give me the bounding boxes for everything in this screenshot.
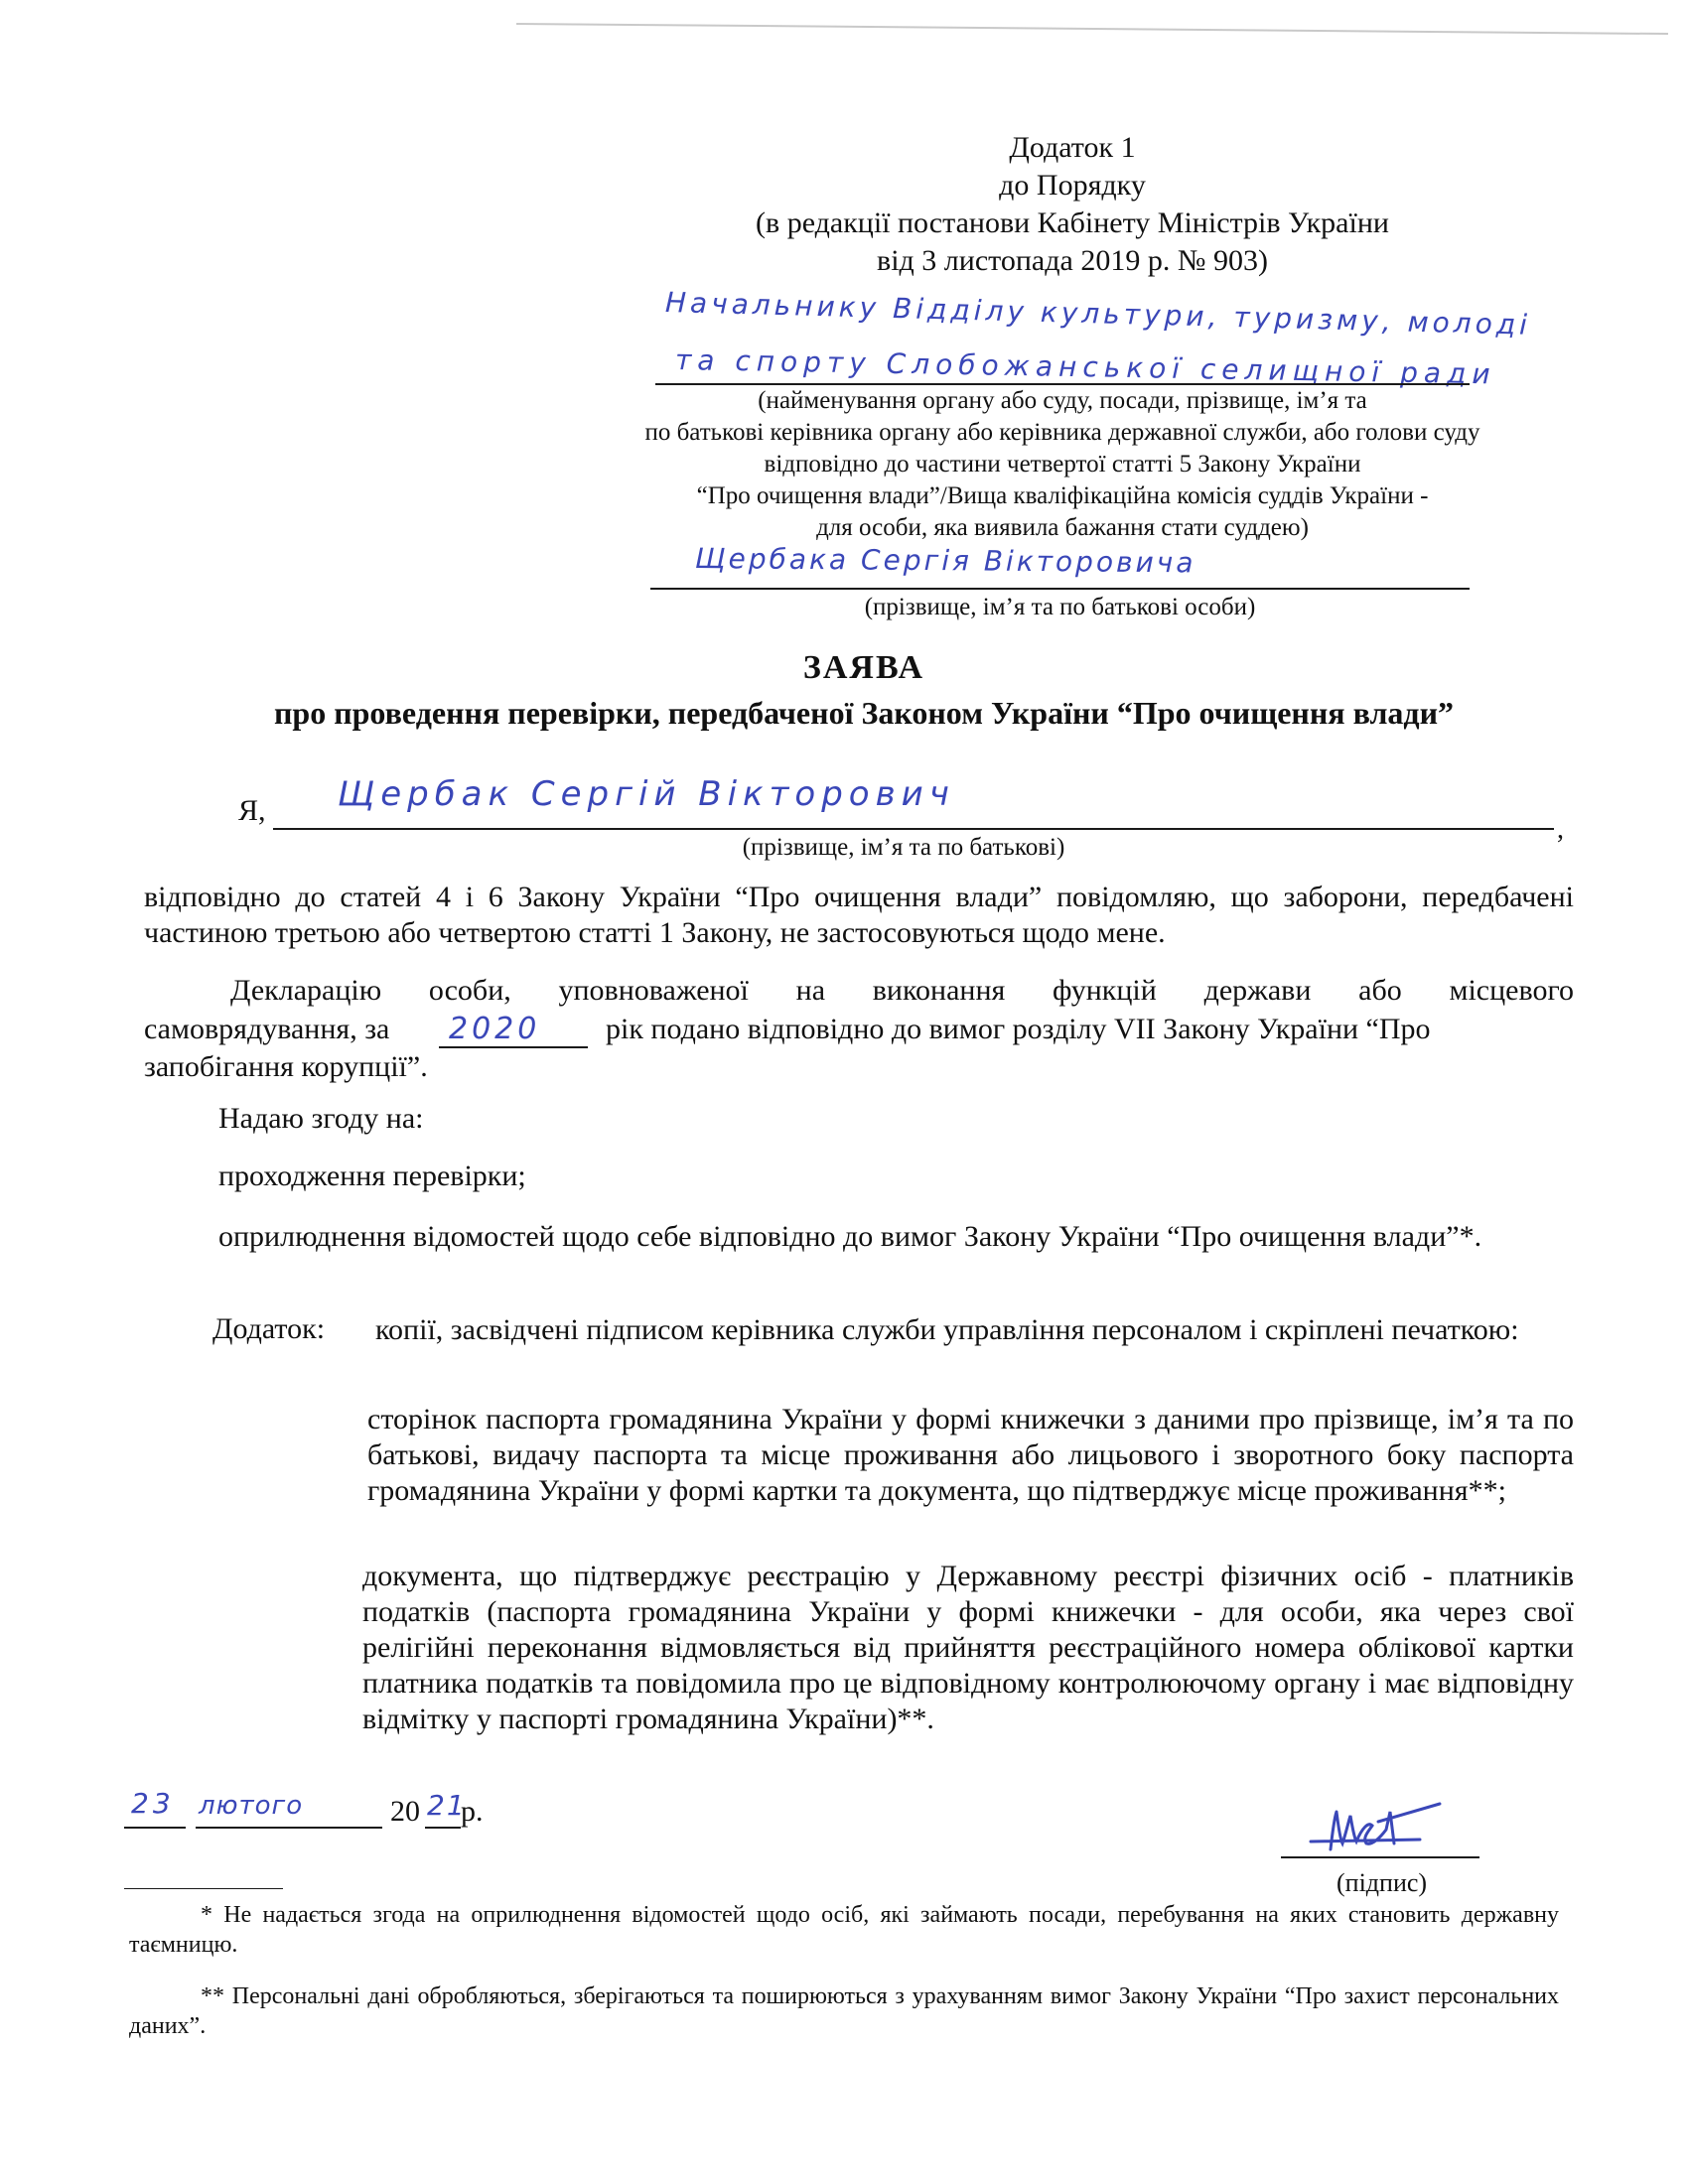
addressee-caption-line-2: по батькові керівника органу або керівника державної служби, або голови суду (644, 419, 1480, 446)
document-title: ЗАЯВА (802, 649, 925, 686)
addressee-handwritten-line-1: Начальнику Відділу культури, туризму, молоді (664, 286, 1532, 341)
consent-intro: Надаю згоду на: (218, 1102, 424, 1135)
attachment-intro: копії, засвідчені підписом керівника служби управління персоналом і скріплені печаткою: (375, 1313, 1519, 1346)
attachment-item-tax-registration: документа, що підтверджує реєстрацію у Державному реєстрі фізичних осіб - платників податків (паспорта громадянина України у формі книжечки - для особи, яка через свої релігійні переконання відмовляється від прийняття реєстраційного номера облікової картки платника податків та повідомила про це відповідному контролюючому органу і має відповідну відмітку у паспорті громадянина України)**. (362, 1560, 1574, 1735)
attachment-label: Додаток: (212, 1312, 326, 1345)
addressee-caption (586, 385, 1539, 544)
appendix-line-2: до Порядку (999, 169, 1146, 202)
date-year-underline (425, 1827, 461, 1829)
sender-name-handwritten: Щербака Сергія Вікторовича (694, 542, 1196, 580)
signature-underline (1281, 1856, 1479, 1858)
scan-artifact-line (516, 23, 1668, 35)
footnote-2: ** Персональні дані обробляються, зберігаються та поширюються з урахуванням вимог Закону України “Про захист персональних даних”. (129, 1983, 1559, 2039)
addressee-caption-line-4: “Про очищення влади”/Вища кваліфікаційна комісія суддів України - (696, 482, 1429, 509)
paragraph-bans: відповідно до статей 4 і 6 Закону України “Про очищення влади” повідомляю, що заборони, передбачені частиною третьою або четвертою статті 1 Закону, не застосовуються щодо мене. (144, 881, 1574, 949)
date-day-handwritten: 23 (131, 1787, 175, 1820)
signature-caption: (підпис) (1336, 1868, 1428, 1897)
signature-handwritten (1291, 1792, 1489, 1871)
consent-item-publication: оприлюднення відомостей щодо себе відповідно до вимог Закону України “Про очищення влади”*. (218, 1220, 1482, 1253)
statement-comma: , (1557, 814, 1564, 845)
date-suffix: р. (461, 1795, 484, 1828)
date-day-underline (124, 1827, 186, 1829)
statement-prefix: Я, (238, 794, 266, 827)
paragraph-declaration-line-2-start: самоврядування, за (144, 1013, 390, 1045)
appendix-line-4: від 3 листопада 2019 р. № 903) (877, 244, 1268, 277)
date-year-handwritten: 21 (427, 1789, 467, 1822)
appendix-header (675, 129, 1470, 280)
addressee-handwritten-line-2: та спорту Слобожанської селищної ради (674, 343, 1496, 391)
sender-caption: (прізвище, ім’я та по батькові особи) (864, 594, 1256, 620)
date-year-prefix: 20 (390, 1795, 420, 1828)
footnote-separator (124, 1888, 283, 1889)
paragraph-declaration-line-3: запобігання корупції”. (144, 1050, 428, 1083)
statement-name-handwritten: Щербак Сергій Вікторович (338, 774, 955, 814)
statement-caption: (прізвище, ім’я та по батькові) (742, 834, 1065, 861)
appendix-line-3: (в редакції постанови Кабінету Міністрів України (756, 206, 1389, 239)
appendix-line-1: Додаток 1 (1009, 131, 1136, 164)
declaration-year-handwritten: 2020 (449, 1012, 541, 1046)
consent-item-verification: проходження перевірки; (218, 1160, 526, 1192)
declaration-year-underline (439, 1046, 588, 1048)
sender-underline (650, 588, 1470, 590)
addressee-caption-line-5: для особи, яка виявила бажання стати суддею) (816, 514, 1309, 541)
date-month-underline (196, 1827, 382, 1829)
attachment-item-passport: сторінок паспорта громадянина України у формі книжечки з даними про прізвище, ім’я та по батькові, видачу паспорта та місце проживання або лицьового і зворотного боку паспорта громадянина України у формі картки та документа, що підтверджує місце проживання**; (367, 1403, 1574, 1507)
addressee-caption-line-3: відповідно до частини четвертої статті 5 Закону України (764, 451, 1361, 478)
statement-underline (273, 828, 1554, 830)
date-month-handwritten: лютого (199, 1791, 304, 1821)
paragraph-declaration-line-2-end: рік подано відповідно до вимог розділу VII Закону України “Про (606, 1013, 1431, 1045)
addressee-caption-line-1: (найменування органу або суду, посади, прізвище, ім’я та (758, 387, 1367, 414)
paragraph-declaration-line-1: Декларацію особи, уповноваженої на виконання функцій держави або місцевого (230, 974, 1574, 1007)
footnote-1: * Не надається згода на оприлюднення відомостей щодо осіб, які займають посади, перебування на яких становить державну таємницю. (129, 1902, 1559, 1958)
document-subtitle: про проведення перевірки, передбаченої Законом України “Про очищення влади” (273, 695, 1455, 731)
